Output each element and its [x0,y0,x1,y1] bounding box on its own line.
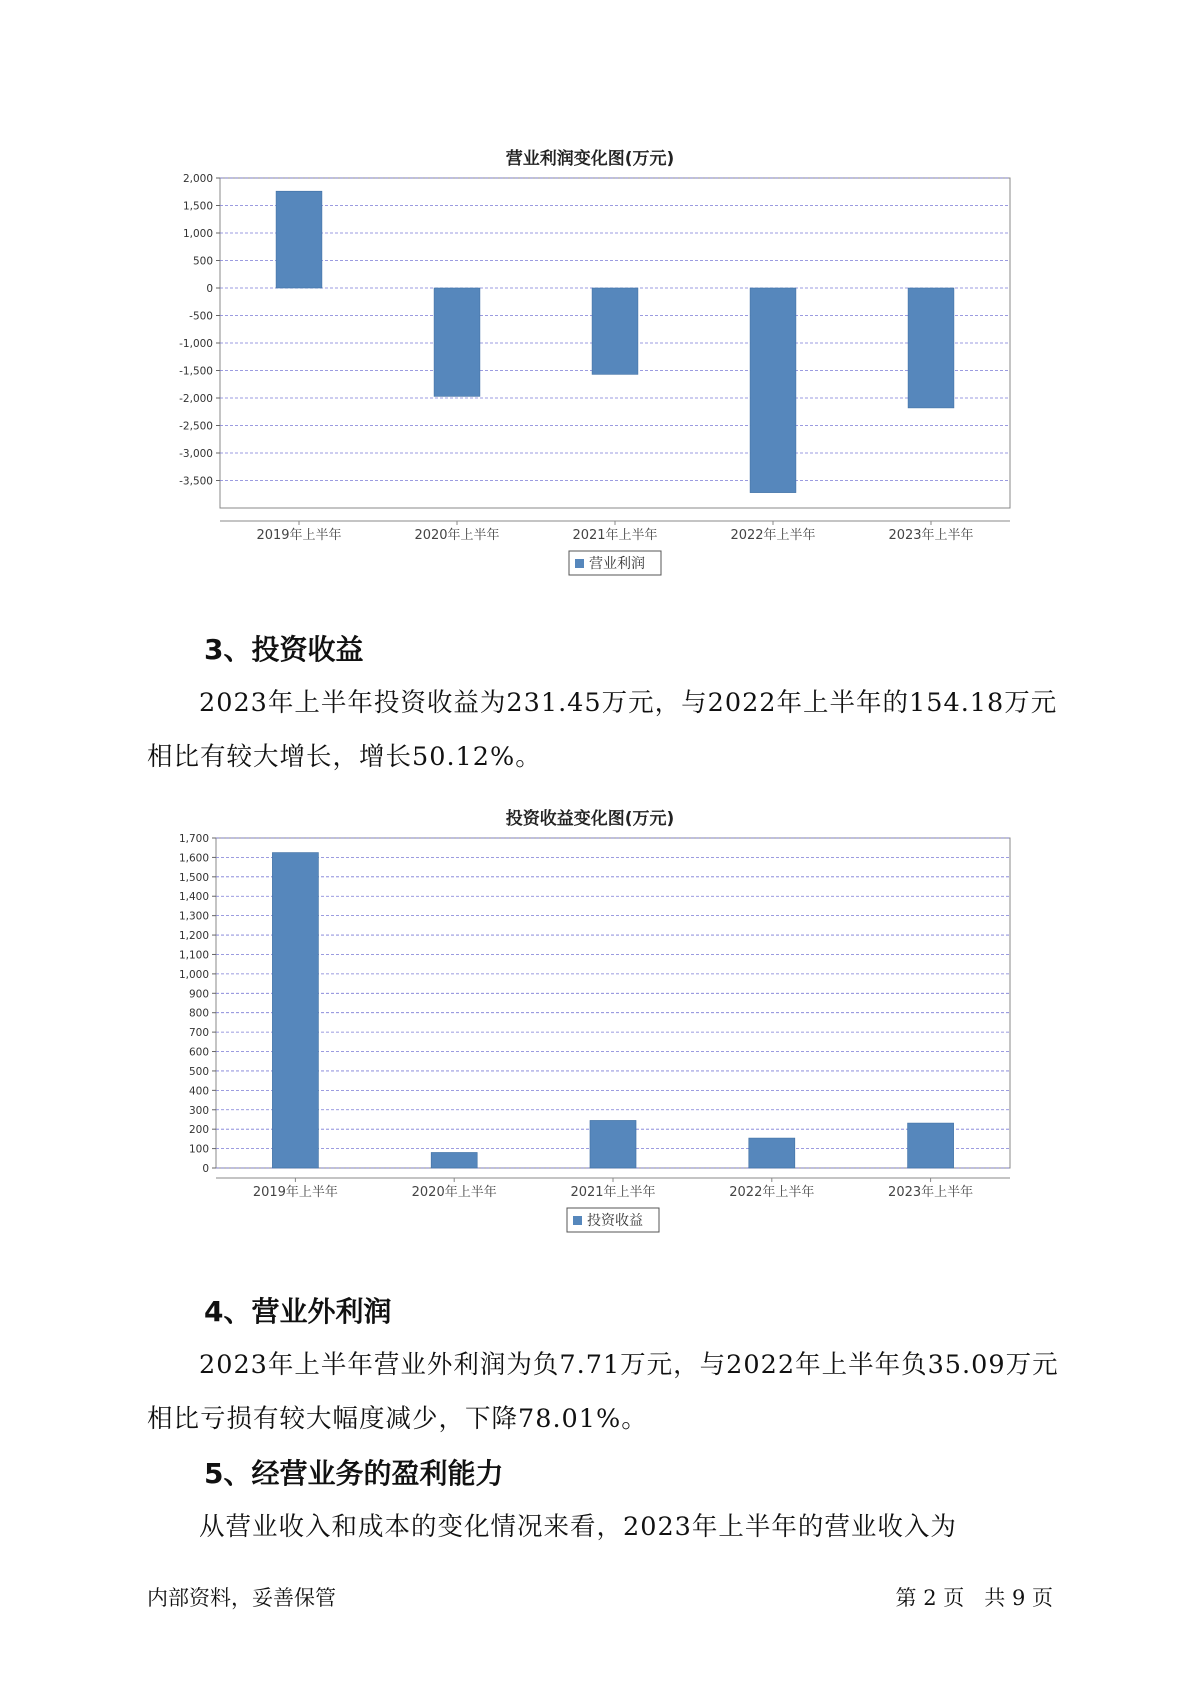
y-tick-label: 1,300 [178,910,209,923]
footer-confidential-note: 内部资料，妥善保管 [147,1586,336,1610]
y-tick-label: -500 [189,310,213,323]
x-tick-label: 2020年上半年 [414,528,500,543]
y-tick-label: 900 [188,988,209,1001]
bar-2021年上半年 [590,1120,636,1168]
y-tick-label: -2,000 [179,393,213,405]
paragraph-non-operating-profit: 2023年上半年营业外利润为负7.71万元，与2022年上半年负35.09万元相比亏损有较大幅度减少，下降78.01%。 [147,1350,1059,1434]
x-tick-label: 2023年上半年 [888,528,974,543]
y-tick-label: -3,000 [179,448,213,460]
y-tick-label: 800 [188,1007,209,1020]
paragraph-profitability: 从营业收入和成本的变化情况来看，2023年上半年的营业收入为 [199,1512,957,1542]
legend-label: 投资收益 [587,1213,643,1229]
y-tick-label: 1,500 [178,871,209,884]
y-tick-label: 500 [192,255,213,268]
x-tick-label: 2022年上半年 [729,1185,815,1200]
bar-2019年上半年 [276,191,322,288]
y-tick-label: 1,700 [178,833,209,845]
y-tick-label: -1,000 [179,338,213,350]
y-tick-label: 1,400 [178,891,209,904]
bar-2021年上半年 [592,288,638,374]
y-tick-label: 1,000 [182,228,213,240]
bar-2022年上半年 [750,288,796,493]
x-tick-label: 2023年上半年 [888,1185,974,1200]
y-tick-label: -1,500 [179,365,213,378]
y-tick-label: 1,100 [178,949,209,962]
operating-profit-chart-svg [160,168,1020,588]
y-tick-label: 2,000 [182,173,213,185]
section-heading-investment-income: 3、投资收益 [204,633,364,666]
x-tick-label: 2021年上半年 [570,1185,656,1200]
bar-2020年上半年 [434,288,480,396]
chart-title: 营业利润变化图(万元) [505,149,675,169]
chart-legend [567,1208,659,1232]
y-tick-label: 0 [202,1163,209,1175]
y-tick-label: -2,500 [179,420,213,433]
y-tick-label: 1,500 [182,200,213,213]
section-heading-non-operating-profit: 4、营业外利润 [204,1295,392,1328]
section-heading-profitability: 5、经营业务的盈利能力 [204,1457,504,1490]
y-tick-label: 1,600 [178,852,209,865]
x-tick-label: 2021年上半年 [572,528,658,543]
y-tick-label: 1,200 [178,930,209,943]
y-tick-label: 700 [188,1027,209,1040]
y-tick-label: 100 [188,1143,209,1156]
y-tick-label: 500 [188,1065,209,1078]
y-tick-label: 0 [206,283,213,295]
investment-income-chart-svg [160,828,1020,1268]
y-tick-label: 200 [188,1124,209,1137]
y-tick-label: 1,000 [178,968,209,981]
y-tick-label: 300 [188,1104,209,1117]
page-number-text: 第 2 页 共 9 页 [895,1586,1053,1610]
x-tick-label: 2022年上半年 [730,528,816,543]
plot-area [216,838,1010,1168]
y-tick-label: 600 [188,1046,209,1059]
x-tick-label: 2019年上半年 [256,528,342,543]
x-tick-label: 2020年上半年 [411,1185,497,1200]
bar-2023年上半年 [908,1123,954,1168]
bar-2020年上半年 [431,1152,477,1168]
bar-2023年上半年 [908,288,954,408]
bar-2022年上半年 [749,1138,795,1168]
x-tick-label: 2019年上半年 [252,1185,338,1200]
legend-swatch [575,559,584,568]
legend-swatch [573,1216,582,1225]
footer-page-number [896,1582,1053,1612]
chart-title: 投资收益变化图(万元) [505,809,675,829]
bar-2019年上半年 [272,853,318,1168]
paragraph-investment-income: 2023年上半年投资收益为231.45万元，与2022年上半年的154.18万元相比有较大增长，增长50.12%。 [147,688,1058,772]
y-tick-label: 400 [188,1085,209,1098]
legend-label: 营业利润 [589,556,645,572]
chart-legend [569,551,661,575]
y-tick-label: -3,500 [179,475,213,488]
